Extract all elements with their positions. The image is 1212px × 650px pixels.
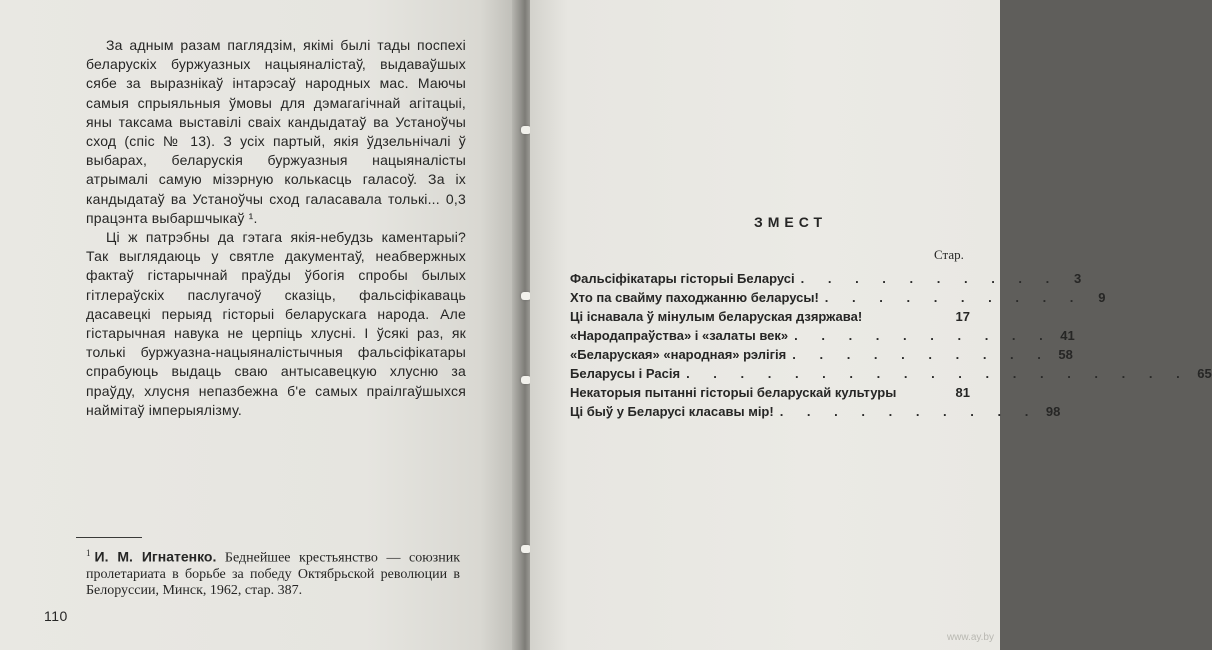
toc-entry-page: 98 bbox=[1045, 404, 1061, 419]
toc-entry-title: Хто па свайму паходжанню беларусы! bbox=[570, 290, 819, 305]
footnote-rule bbox=[76, 537, 142, 538]
toc-entry-title: Ці існавала ў мінулым беларуская дзяржава! bbox=[570, 309, 863, 324]
toc-entry-page: 17 bbox=[955, 309, 970, 324]
toc-leader-dots: . . . . . . . . . . bbox=[824, 290, 1084, 305]
toc-entry-title: Беларусы і Расія bbox=[570, 366, 681, 381]
toc-entry-page: 9 bbox=[1098, 290, 1106, 305]
toc-leader-dots: . . . . . . . . . . bbox=[792, 347, 1051, 362]
paragraph-1: За адным разам паглядзім, якімі былі тады поспехі беларускіх буржуазных нацыяналістаў, выдаваўшых сябе за выразнікаў інтарэсаў народных мас. Маючы самыя спрыяльныя ўмовы для дэмагагічнай агітацыі, яны таксама выставілі сваіх кандыдатаў ва Устаноўчы сход (спіс № 13). З усіх партый, якія ўдзельнічалі ў выбарах, беларускія буржуазныя нацыяналісты атрымалі самую мізэрную колькасць галасоў. За іх кандыдатаў ва Устаноўчы сход галасавала толькі... 0,3 працэнта выбаршчыкаў ¹. bbox=[86, 37, 466, 226]
footnote bbox=[86, 545, 460, 599]
toc-entry bbox=[570, 269, 1082, 288]
table-of-contents bbox=[570, 269, 1212, 421]
toc-entry-page: 58 bbox=[1058, 347, 1073, 362]
footnote-author: И. М. Игнатенко. bbox=[94, 548, 217, 565]
toc-leader-dots: . . . . . . . . . . bbox=[779, 404, 1039, 419]
watermark: www.ay.by bbox=[946, 632, 994, 643]
toc-page-label: Стар. bbox=[934, 247, 964, 262]
toc-entry-page: 65 bbox=[1197, 366, 1212, 381]
toc-entry bbox=[570, 288, 1106, 307]
toc-entry-title: Некаторыя пытанні гісторыі беларускай культуры bbox=[570, 385, 897, 400]
body-text bbox=[86, 36, 466, 420]
page-number: 110 bbox=[44, 608, 68, 624]
toc-entry-title: Фальсіфікатары гісторыі Беларусі bbox=[570, 271, 795, 286]
toc-entry bbox=[570, 402, 1061, 421]
toc-entry-page: 3 bbox=[1074, 271, 1082, 286]
toc-leader-dots: . . . . . . . . . . bbox=[800, 271, 1060, 286]
toc-entry bbox=[570, 307, 970, 326]
toc-entry bbox=[570, 383, 970, 402]
toc-entry-title: «Народапраўства» і «залаты век» bbox=[570, 328, 789, 343]
toc-entry-title: «Беларуская» «народная» рэлігія bbox=[570, 347, 787, 362]
toc-entry bbox=[570, 364, 1212, 383]
toc-entry bbox=[570, 345, 1073, 364]
toc-entry-page: 41 bbox=[1060, 328, 1075, 343]
footnote-marker: 1 bbox=[86, 548, 91, 558]
left-page bbox=[0, 0, 522, 650]
toc-entry-page: 81 bbox=[955, 385, 970, 400]
toc-entry bbox=[570, 326, 1075, 345]
toc-leader-dots: . . . . . . . . . . bbox=[794, 328, 1053, 343]
paragraph-2: Ці ж патрэбны да гэтага якія-небудзь каментарыі? Так выглядаюць у святле дакументаў, неабвержных фактаў гістарычнай праўды ўбогія спробы былых гітлераўскіх паслугачоў сказіць, фальсіфікаваць дасавецкі перыяд гісторыі беларускага народа. Але гістарычная навука не церпіць хлусні. І ўсякі раз, як толькі буржуазна-нацыяналістычныя фальсіфікатары спрабуюць выдаць сваю антысавецкую хлусню за праўду, хлусня непазбежна б'е самых праілгаўшыхся наймітаў імперыялізму. bbox=[86, 229, 466, 418]
footnote-text: Беднейшее крестьянство — союзник пролетариата в борьбе за победу Октябрьской революции в Белоруссии, Минск, 1962, стар. 387. bbox=[86, 550, 460, 598]
toc-leader-dots: . . . . . . . . . . . . . . . . . . . bbox=[686, 366, 1190, 381]
toc-title: ЗМЕСТ bbox=[754, 214, 828, 230]
toc-entry-title: Ці быў у Беларусі класавы мір! bbox=[570, 404, 774, 419]
